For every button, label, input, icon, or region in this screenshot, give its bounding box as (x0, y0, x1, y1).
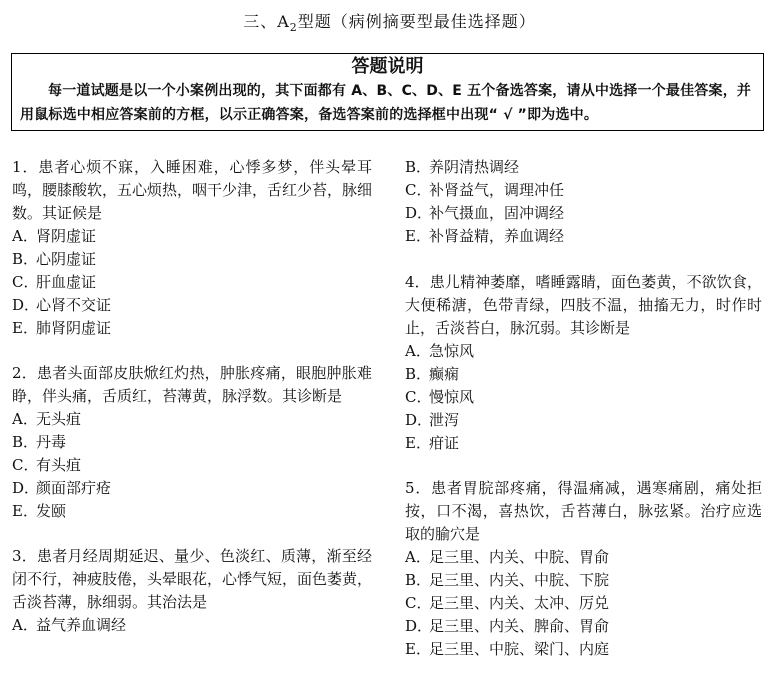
option-letter: B． (12, 250, 39, 268)
option-text: 补肾益气，调理冲任 (429, 181, 565, 199)
option-letter: E． (12, 502, 38, 520)
option-letter: A． (12, 616, 38, 634)
option-d[interactable] (12, 294, 372, 317)
option-letter: D． (12, 479, 40, 497)
option-d[interactable] (12, 477, 372, 500)
option-text: 有头疽 (36, 456, 82, 474)
option-text: 泄泻 (429, 411, 460, 429)
option-letter: D． (405, 411, 433, 429)
option-c[interactable] (405, 592, 762, 615)
option-letter: C． (12, 456, 39, 474)
question-2 (12, 362, 372, 523)
option-text: 心阴虚证 (36, 250, 97, 268)
option-text: 发颐 (36, 502, 67, 520)
option-text: 丹毒 (36, 433, 67, 451)
option-text: 颜面部疔疮 (36, 479, 112, 497)
option-text: 肝血虚证 (36, 273, 97, 291)
option-text: 疳证 (429, 434, 460, 452)
title-subscript: 2 (289, 21, 298, 35)
option-text: 补肾益精，养血调经 (429, 227, 565, 245)
option-text: 益气养血调经 (36, 616, 127, 634)
option-e[interactable] (12, 500, 372, 523)
left-column (12, 156, 372, 659)
option-letter: C． (405, 594, 432, 612)
instructions-title: 答题说明 (351, 56, 424, 77)
option-letter: A． (12, 410, 38, 428)
option-c[interactable] (12, 454, 372, 477)
option-text: 足三里、内关、中脘、下脘 (429, 571, 610, 589)
option-letter: A． (405, 342, 431, 360)
option-c[interactable] (12, 271, 372, 294)
option-text: 足三里、内关、脾俞、胃俞 (429, 617, 610, 635)
option-a[interactable] (12, 614, 372, 637)
question-stem: 3．患者月经周期延迟、量少、色淡红、质薄，渐至经闭不行，神疲肢倦，头晕眼花，心悸气短，面色萎黄，舌淡苔薄，脉细弱。其治法是 (12, 547, 373, 611)
option-e[interactable] (12, 317, 372, 340)
option-text: 足三里、内关、太冲、厉兑 (429, 594, 610, 612)
option-letter: C． (405, 181, 432, 199)
option-text: 慢惊风 (429, 388, 475, 406)
option-d[interactable] (405, 409, 762, 432)
question-4 (405, 271, 762, 455)
option-a[interactable] (12, 225, 372, 248)
option-letter: D． (12, 296, 40, 314)
option-b[interactable] (405, 363, 762, 386)
question-stem: 1．患者心烦不寐，入睡困难，心悸多梦，伴头晕耳鸣，腰膝酸软，五心烦热，咽干少津，舌红少苔，脉细数。其证候是 (12, 158, 373, 222)
option-b[interactable] (405, 156, 762, 179)
option-e[interactable] (405, 432, 762, 455)
question-stem: 4．患儿精神萎靡，嗜睡露睛，面色萎黄，不欲饮食，大便稀溏，色带青绿，四肢不温，抽搐无力，时作时止，舌淡苔白，脉沉弱。其诊断是 (405, 273, 762, 337)
title-suffix: 型题（病例摘要型最佳选择题） (297, 12, 536, 31)
question-stem: 5．患者胃脘部疼痛，得温痛减，遇寒痛剧，痛处拒按，口不渴，喜热饮，舌苔薄白，脉弦紧。治疗应选取的腧穴是 (405, 479, 762, 543)
option-text: 足三里、内关、中脘、胃俞 (429, 548, 610, 566)
option-text: 无头疽 (36, 410, 82, 428)
option-text: 心肾不交证 (36, 296, 112, 314)
question-3 (12, 545, 372, 637)
option-letter: B． (405, 571, 432, 589)
option-text: 补气摄血，固冲调经 (429, 204, 565, 222)
option-letter: C． (405, 388, 432, 406)
option-letter: E． (12, 319, 38, 337)
option-a[interactable] (405, 340, 762, 363)
option-letter: E． (405, 434, 431, 452)
option-text: 急惊风 (429, 342, 475, 360)
option-e[interactable] (405, 225, 762, 248)
option-letter: B． (12, 433, 39, 451)
question-5 (405, 477, 762, 661)
option-d[interactable] (405, 615, 762, 638)
option-letter: A． (405, 548, 431, 566)
question-stem: 2．患者头面部皮肤焮红灼热，肿胀疼痛，眼胞肿胀难睁，伴头痛，舌质红，苔薄黄，脉浮数。其诊断是 (12, 364, 372, 405)
title-prefix: 三、A (243, 12, 290, 31)
question-3-continued (405, 156, 762, 248)
option-letter: B． (405, 158, 432, 176)
page-title (0, 8, 779, 42)
option-a[interactable] (12, 408, 372, 431)
option-d[interactable] (405, 202, 762, 225)
option-letter: A． (12, 227, 38, 245)
option-a[interactable] (405, 546, 762, 569)
option-letter: E． (405, 227, 431, 245)
right-column (405, 156, 762, 683)
option-b[interactable] (12, 248, 372, 271)
option-letter: C． (12, 273, 39, 291)
option-letter: B． (405, 365, 432, 383)
instructions-box (11, 53, 764, 131)
option-c[interactable] (405, 179, 762, 202)
option-text: 足三里、中脘、梁门、内庭 (429, 640, 610, 658)
option-text: 癫痫 (429, 365, 460, 383)
option-b[interactable] (12, 431, 372, 454)
question-1 (12, 156, 372, 340)
option-letter: D． (405, 617, 433, 635)
option-letter: E． (405, 640, 431, 658)
option-text: 养阴清热调经 (429, 158, 520, 176)
option-text: 肾阴虚证 (36, 227, 97, 245)
option-e[interactable] (405, 638, 762, 661)
instructions-body: 每一道试题是以一个小案例出现的，其下面都有 A、B、C、D、E 五个备选答案，请从中选择一个最佳答案，并用鼠标选中相应答案前的方框，以示正确答案，备选答案前的选择框中出现“ √ ”即为选中。 (20, 83, 752, 123)
option-c[interactable] (405, 386, 762, 409)
option-b[interactable] (405, 569, 762, 592)
option-text: 肺肾阴虚证 (36, 319, 112, 337)
option-letter: D． (405, 204, 433, 222)
